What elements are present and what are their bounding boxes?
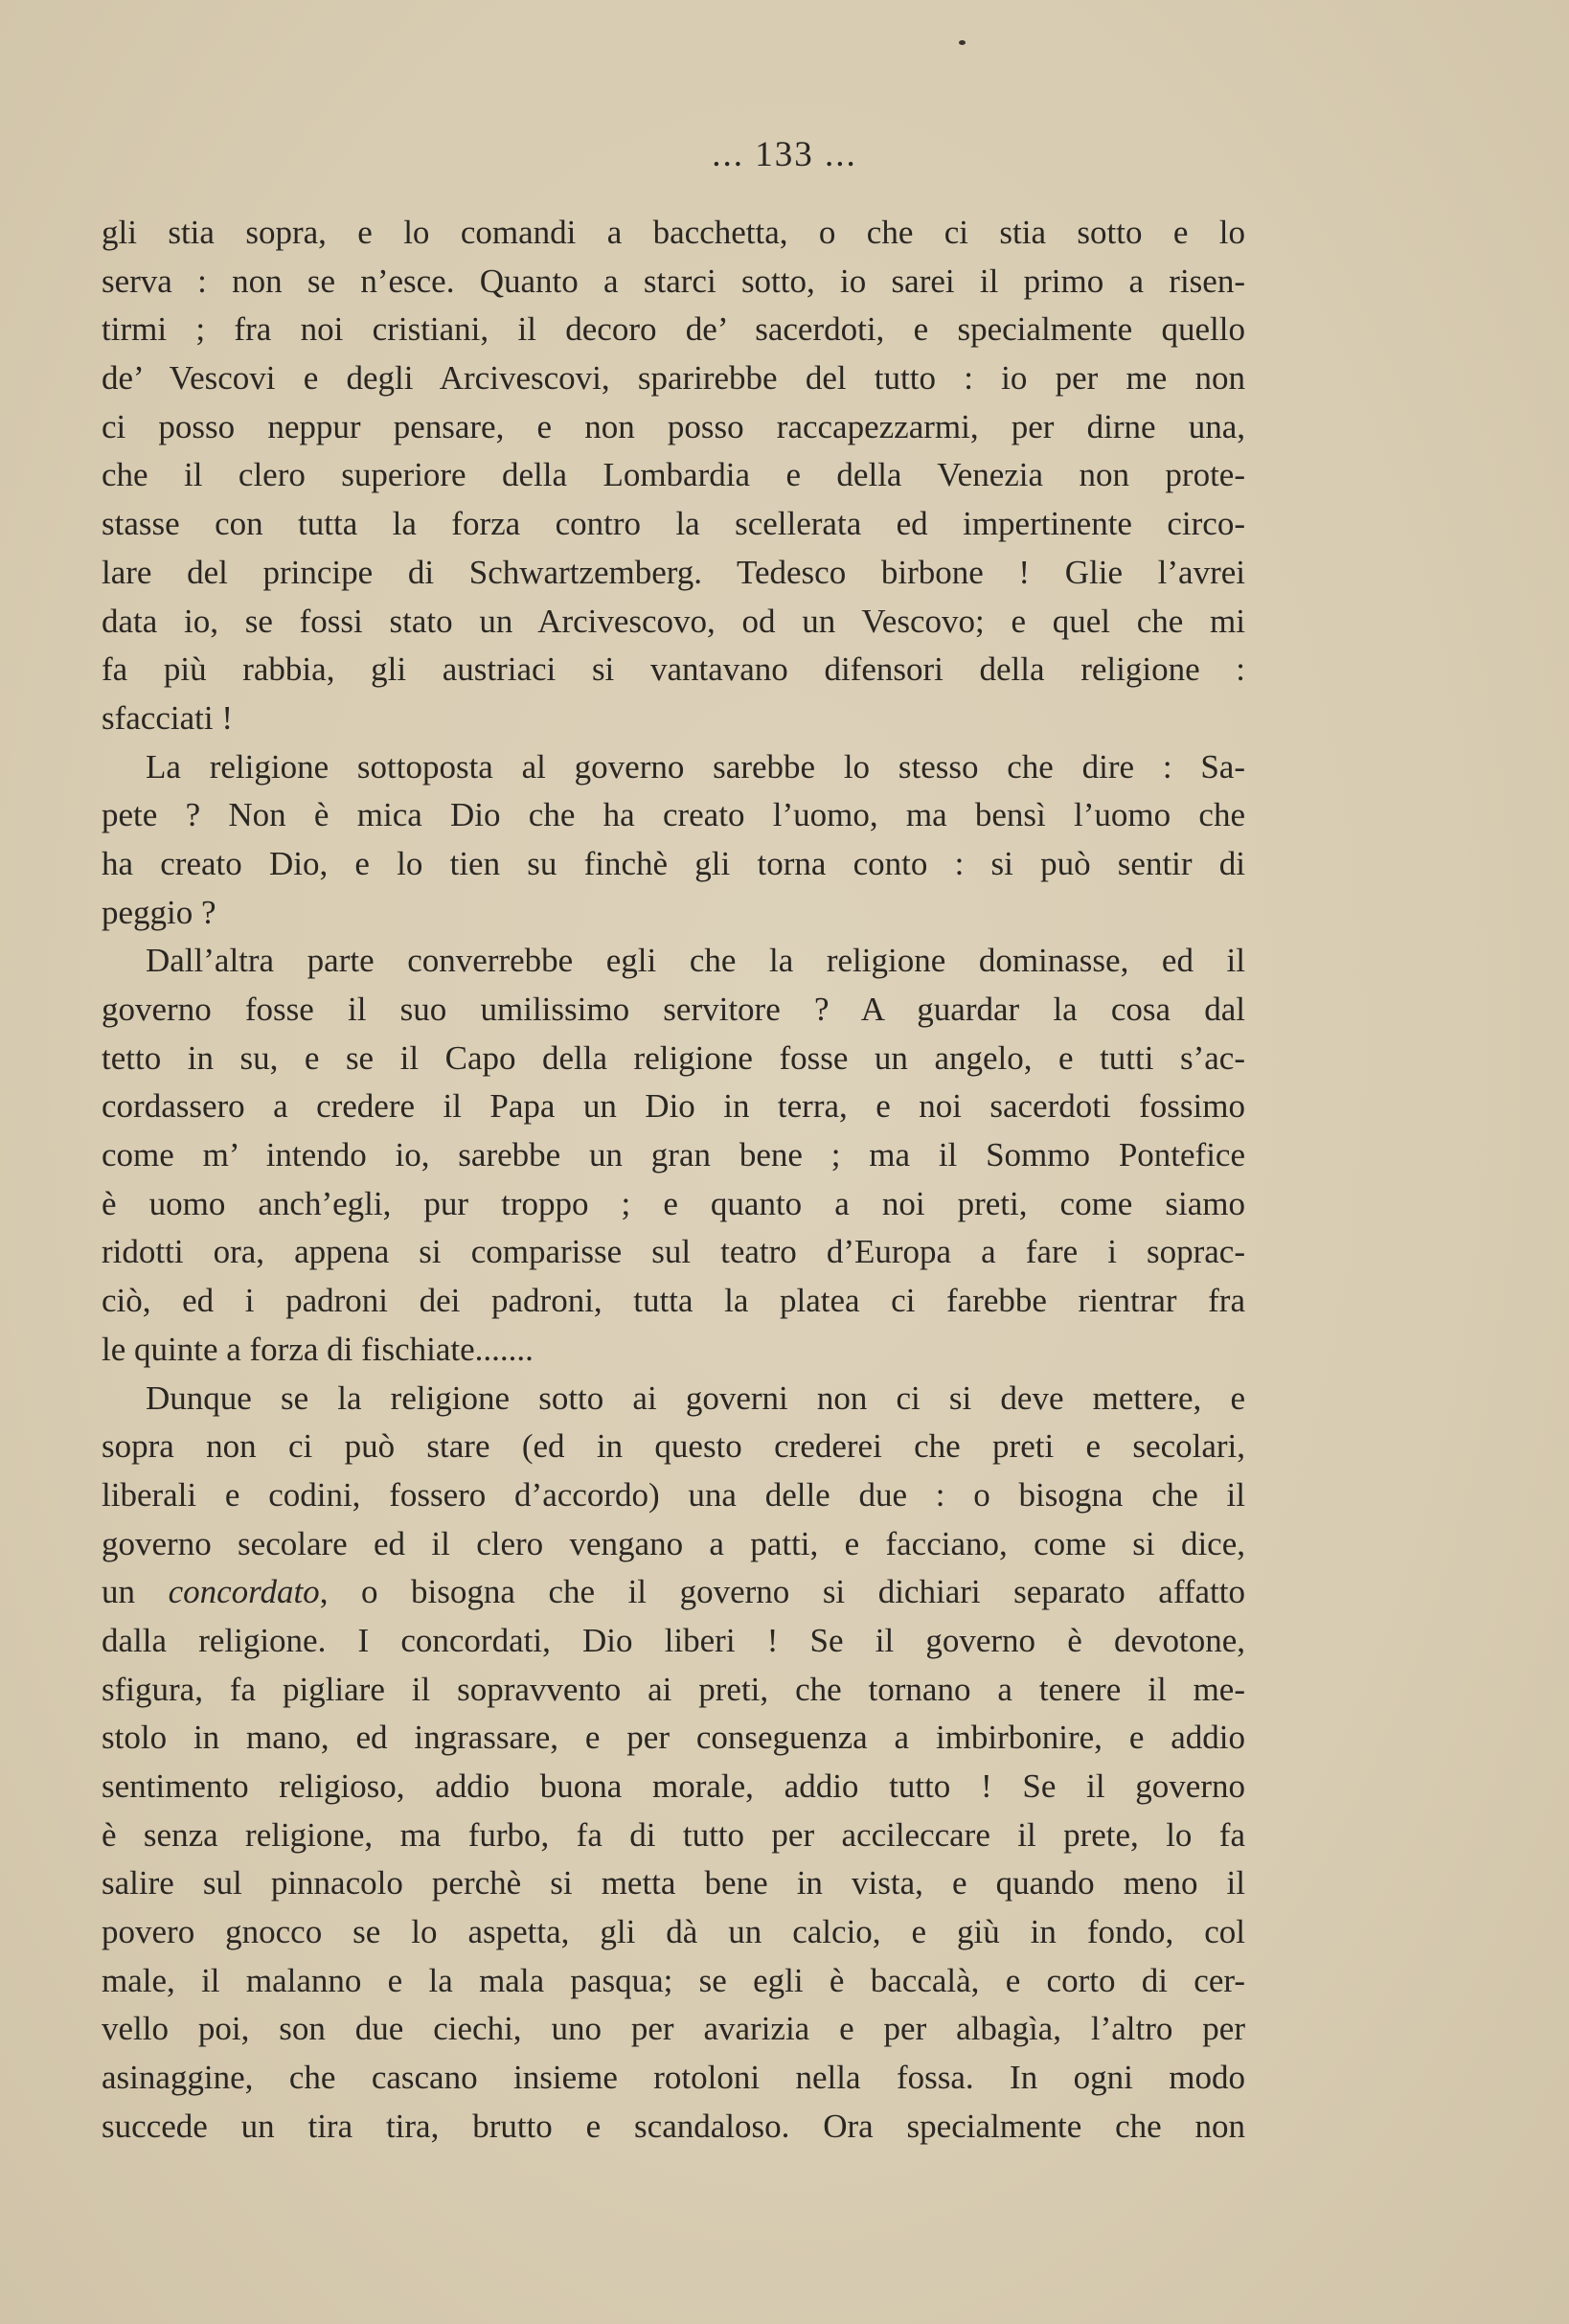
text-line: salire sul pinnacolo perchè si metta bene in vista, e quando meno il — [102, 1864, 1245, 1902]
text-line: come m’ intendo io, sarebbe un gran bene ; ma il Sommo Pontefice — [102, 1136, 1245, 1174]
text-line: sentimento religioso, addio buona morale, addio tutto ! Se il governo — [102, 1767, 1245, 1805]
text-line: fa più rabbia, gli austriaci si vantavano difensori della religione : — [102, 650, 1245, 689]
text-line: data io, se fossi stato un Arcivescovo, od un Vescovo; e quel che mi — [102, 602, 1245, 640]
text-line: La religione sottoposta al governo sarebbe lo stesso che dire : Sa- — [146, 747, 1245, 786]
text-line: succede un tira tira, brutto e scandaloso. Ora specialmente che non — [102, 2107, 1245, 2145]
text-line: male, il malanno e la mala pasqua; se egli è baccalà, e corto di cer- — [102, 1961, 1245, 1999]
text-line: sopra non ci può stare (ed in questo crederei che preti e secolari, — [102, 1427, 1245, 1466]
text-segment: , o bisogna che il governo si dichiari separato affatto — [319, 1573, 1245, 1611]
text-line: asinaggine, che cascano insieme rotoloni nella fossa. In ogni modo — [102, 2059, 1245, 2097]
page-number: ... 133 ... — [712, 135, 857, 174]
text-line — [102, 1568, 1245, 1617]
text-line: povero gnocco se lo aspetta, gli dà un calcio, e giù in fondo, col — [102, 1913, 1245, 1951]
text-line: ciò, ed i padroni dei padroni, tutta la platea ci farebbe rientrar fra — [102, 1282, 1245, 1320]
text-line: le quinte a forza di fischiate....... — [102, 1330, 534, 1368]
text-line: è senza religione, ma furbo, fa di tutto per accileccare il prete, lo fa — [102, 1815, 1245, 1854]
text-line: tetto in su, e se il Capo della religione fosse un angelo, e tutti s’ac- — [102, 1038, 1245, 1077]
text-line: governo secolare ed il clero vengano a patti, e facciano, come si dice, — [102, 1524, 1245, 1562]
text-line: sfigura, fa pigliare il sopravvento ai preti, che tornano a tenere il me- — [102, 1670, 1245, 1708]
text-line: peggio ? — [102, 893, 216, 931]
text-line: è uomo anch’egli, pur troppo ; e quanto a noi preti, come siamo — [102, 1184, 1245, 1222]
text-line: ci posso neppur pensare, e non posso raccapezzarmi, per dirne una, — [102, 407, 1245, 445]
italic-term: concordato — [168, 1573, 320, 1611]
text-line: sfacciati ! — [102, 698, 233, 737]
text-line: stolo in mano, ed ingrassare, e per conseguenza a imbirbonire, e addio — [102, 1719, 1245, 1757]
text-line: lare del principe di Schwartzemberg. Tedesco birbone ! Glie l’avrei — [102, 553, 1245, 591]
text-line: pete ? Non è mica Dio che ha creato l’uomo, ma bensì l’uomo che — [102, 796, 1245, 834]
text-line: Dunque se la religione sotto ai governi non ci si deve mettere, e — [146, 1378, 1245, 1417]
text-line: dalla religione. I concordati, Dio liberi ! Se il governo è devotone, — [102, 1621, 1245, 1659]
text-line: serva : non se n’esce. Quanto a starci sotto, io sarei il primo a risen- — [102, 262, 1245, 300]
text-line: cordassero a credere il Papa un Dio in terra, e noi sacerdoti fossimo — [102, 1087, 1245, 1126]
ink-speck — [959, 40, 966, 45]
body-text — [102, 209, 1245, 2152]
text-line: tirmi ; fra noi cristiani, il decoro de’ sacerdoti, e specialmente quello — [102, 310, 1245, 349]
text-line: ha creato Dio, e lo tien su finchè gli torna conto : si può sentir di — [102, 844, 1245, 882]
text-line: governo fosse il suo umilissimo servitore ? A guardar la cosa dal — [102, 991, 1245, 1028]
text-line: Dall’altra parte converrebbe egli che la religione dominasse, ed il — [146, 942, 1245, 980]
text-line: che il clero superiore della Lombardia e della Venezia non prote- — [102, 456, 1245, 494]
text-segment: un — [102, 1573, 169, 1611]
text-line: liberali e codini, fossero d’accordo) una delle due : o bisogna che il — [102, 1475, 1245, 1514]
text-line: de’ Vescovi e degli Arcivescovi, sparirebbe del tutto : io per me non — [102, 359, 1245, 398]
text-line: vello poi, son due ciechi, uno per avarizia e per albagìa, l’altro per — [102, 2010, 1245, 2048]
text-line: gli stia sopra, e lo comandi a bacchetta, o che ci stia sotto e lo — [102, 214, 1245, 251]
text-line: ridotti ora, appena si comparisse sul teatro d’Europa a fare i soprac- — [102, 1233, 1245, 1271]
text-line: stasse con tutta la forza contro la scellerata ed impertinente circo- — [102, 505, 1245, 543]
